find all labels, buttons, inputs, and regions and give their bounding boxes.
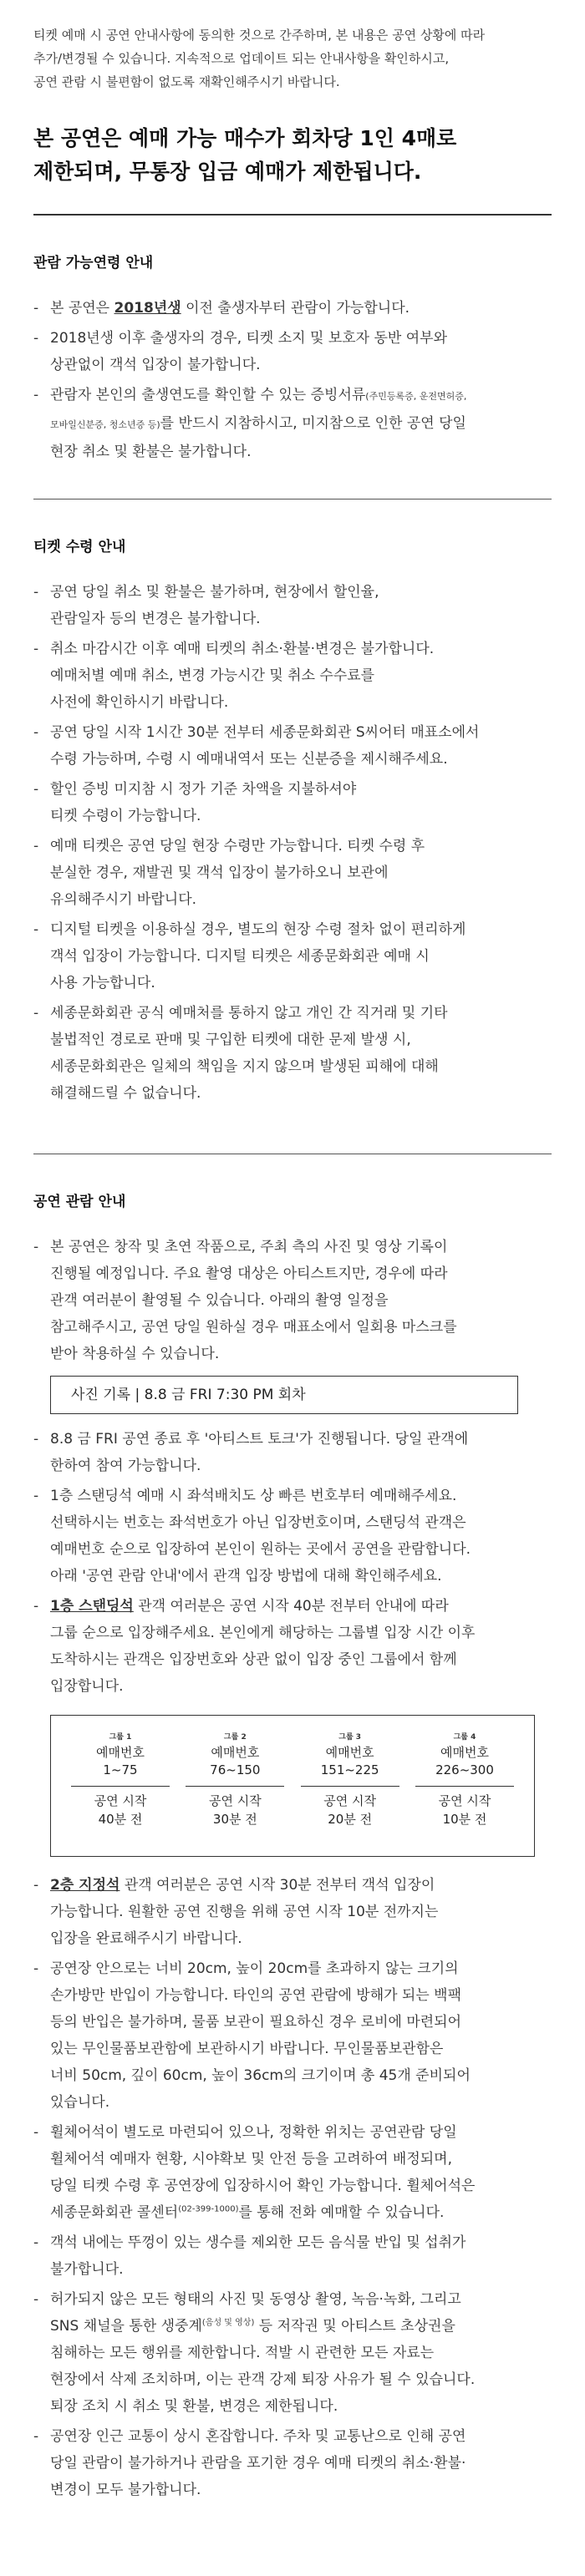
list-item: - 관람자 본인의 출생연도를 확인할 수 있는 증빙서류(주민등록증, 운전면허증, 모바일신분증, 청소년증 등)를 반드시 지참하시고, 미지참으로 인한 공연 당일 현장 취소 및 환불은 불가합니다. [33,382,552,465]
birth-year-highlight: 2018년생 [114,300,181,317]
list-item: - 8.8 금 FRI 공연 종료 후 '아티스트 토크'가 진행됩니다. 당일 관객에 한하여 참여 가능합니다. [33,1426,552,1479]
group-time: 20분 전 [328,1812,373,1827]
list-item: - 할인 증빙 미지참 시 정가 기준 차액을 지불하셔야 티켓 수령이 가능합니다. [33,776,552,829]
entry-group [71,1731,170,1828]
age-list [33,295,552,465]
divider [301,1786,399,1787]
headline-line: 본 공연은 예매 가능 매수가 회차당 1인 4매로 [33,126,457,150]
list-item: - 2018년생 이후 출생자의 경우, 티켓 소지 및 보호자 동반 여부와 상관없이 객석 입장이 불가합니다. [33,325,552,378]
group-label: 예매번호 [211,1745,260,1760]
list-item: - 공연 당일 취소 및 환불은 불가하며, 현장에서 할인율, 관람일자 등의 변경은 불가합니다. [33,579,552,632]
intro-line: 추가/변경될 수 있습니다. 지속적으로 업데이트 되는 안내사항을 확인하시고, [33,51,450,66]
viewing-list [33,1234,552,1367]
group-time: 40분 전 [98,1812,143,1827]
group-label: 예매번호 [96,1745,145,1760]
group-range: 76~150 [210,1762,261,1777]
list-item: - 세종문화회관 공식 예매처를 통하지 않고 개인 간 직거래 및 기타 불법적인 경로로 판매 및 구입한 티켓에 대한 문제 발생 시, 세종문화회관은 일체의 책임을 지지 않으며 발생된 피해에 대해 해결해드릴 수 없습니다. [33,1000,552,1107]
list-item: - 허가되지 않은 모든 형태의 사진 및 동영상 촬영, 녹음·녹화, 그리고 SNS 채널을 통한 생중계$^{(음성 및 영상)}$ 등 저작권 및 아티스트 초상권을 침해하는 모든 행위를 제한합니다. 적발 시 관련한 모든 자료는 현장에서 삭제 조치하며, 이는 관객 강제 퇴장 사유가 될 수 있습니다. 퇴장 조치 시 취소 및 환불, 변경은 제한됩니다. [33,2286,552,2420]
list-item: - 공연장 안으로는 너비 20cm, 높이 20cm를 초과하지 않는 크기의 손가방만 반입이 가능합니다. 타인의 공연 관람에 방해가 되는 백팩 등의 반입은 불가하며, 물품 보관이 필요하신 경우 로비에 마련되어 있는 무인물품보관함에 보관하시기 바랍니다. 무인물품보관함은 너비 50cm, 깊이 60cm, 높이 36cm의 크기이며 총 45개 준비되어 있습니다. [33,1955,552,2116]
list-item: - 예매 티켓은 공연 당일 현장 수령만 가능합니다. 티켓 수령 후 분실한 경우, 재발권 및 객석 입장이 불가하오니 보관에 유의해주시기 바랍니다. [33,833,552,913]
intro-line: 공연 관람 시 불편함이 없도록 재확인해주시기 바랍니다. [33,74,340,89]
group-range: 226~300 [435,1762,494,1777]
list-item: - 1층 스탠딩석 관객 여러분은 공연 시작 40분 전부터 안내에 따라 그룹 순으로 입장해주세요. 본인에게 해당하는 그룹별 입장 시간 이후 도착하시는 관객은 입장번호와 상관 없이 입장 중인 그룹에서 함께 입장합니다. [33,1593,552,1700]
ticket-list [33,579,552,1107]
headline [33,122,552,189]
group-number: 그룹 4 [453,1733,476,1742]
group-range: 1~75 [103,1762,138,1777]
list-item: - 객석 내에는 뚜껑이 있는 생수를 제외한 모든 음식물 반입 및 섭취가 불가합니다. [33,2229,552,2283]
call-center-number: (02-399-1000) [178,2204,239,2214]
viewing-list [33,1872,552,2503]
group-label: 예매번호 [440,1745,489,1760]
group-label: 예매번호 [325,1745,374,1760]
ticket-section [33,499,552,1154]
list-item: - 본 공연은 2018년생 이전 출생자부터 관람이 가능합니다. [33,295,552,322]
entry-group [415,1731,514,1828]
group-number: 그룹 1 [109,1733,132,1742]
list-item: - 본 공연은 창작 및 초연 작품으로, 주최 측의 사진 및 영상 기록이 진행될 예정입니다. 주요 촬영 대상은 아티스트지만, 경우에 따라 관객 여러분이 촬영될 수 있습니다. 아래의 촬영 일정을 참고해주시고, 공연 당일 원하실 경우 매표소에서 일회용 마스크를 받아 착용하실 수 있습니다. [33,1234,552,1367]
section-title: 티켓 수령 안내 [33,539,126,555]
section-title: 관람 가능연령 안내 [33,255,154,271]
divider [71,1786,170,1787]
age-section [33,216,552,499]
entry-group [186,1731,284,1828]
entry-group [301,1731,399,1828]
group-time: 공연 시작 [323,1793,377,1808]
viewing-section [33,1154,552,2532]
group-number: 그룹 2 [223,1733,247,1742]
list-item: - 1층 스탠딩석 예매 시 좌석배치도 상 빠른 번호부터 예매해주세요. 선택하시는 번호는 좌석번호가 아닌 입장번호이며, 스탠딩석 관객은 예매번호 순으로 입장하여 본인이 원하는 곳에서 공연을 관람합니다. 아래 '공연 관람 안내'에서 관객 입장 방법에 대해 확인해주세요. [33,1483,552,1590]
headline-line: 제한되며, 무통장 입금 예매가 제한됩니다. [33,160,422,184]
photo-schedule-box: 사진 기록 | 8.8 금 FRI 7:30 PM 회차 [50,1376,518,1414]
group-time: 공연 시작 [208,1793,262,1808]
viewing-list [33,1426,552,1700]
list-item: - 휠체어석이 별도로 마련되어 있으나, 정확한 위치는 공연관람 당일 휠체어석 예매자 현황, 시야확보 및 안전 등을 고려하여 배정되며, 당일 티켓 수령 후 공연장에 입장하시어 확인 가능합니다. 휠체어석은 세종문화회관 콜센터$^{(02-399-1000)}$를 통해 전화 예매할 수 있습니다. [33,2119,552,2226]
intro-notice [33,0,552,94]
list-item: - 공연 당일 시작 1시간 30분 전부터 세종문화회관 S씨어터 매표소에서 수령 가능하며, 수령 시 예매내역서 또는 신분증을 제시해주세요. [33,719,552,773]
intro-line: 티켓 예매 시 공연 안내사항에 동의한 것으로 간주하며, 본 내용은 공연 상황에 따라 [33,28,486,43]
group-number: 그룹 3 [338,1733,362,1742]
group-time: 30분 전 [212,1812,257,1827]
group-range: 151~225 [320,1762,379,1777]
group-time: 공연 시작 [438,1793,491,1808]
list-item: - 취소 마감시간 이후 예매 티켓의 취소·환불·변경은 불가합니다. 예매처별 예매 취소, 변경 가능시간 및 취소 수수료를 사전에 확인하시기 바랍니다. [33,636,552,716]
group-time: 공연 시작 [94,1793,147,1808]
divider [186,1786,284,1787]
reserved-seat-highlight: 2층 지정석 [50,1877,120,1894]
entry-group-table [50,1715,535,1857]
group-time: 10분 전 [442,1812,487,1827]
section-title: 공연 관람 안내 [33,1194,126,1210]
divider [415,1786,514,1787]
standing-highlight: 1층 스탠딩석 [50,1598,134,1615]
list-item: - 2층 지정석 관객 여러분은 공연 시작 30분 전부터 객석 입장이 가능합니다. 원활한 공연 진행을 위해 공연 시작 10분 전까지는 입장을 완료해주시기 바랍니다. [33,1872,552,1952]
list-item: - 공연장 인근 교통이 상시 혼잡합니다. 주차 및 교통난으로 인해 공연 당일 관람이 불가하거나 관람을 포기한 경우 예매 티켓의 취소·환불· 변경이 모두 불가합니다. [33,2423,552,2503]
list-item: - 디지털 티켓을 이용하실 경우, 별도의 현장 수령 절차 없이 편리하게 객석 입장이 가능합니다. 디지털 티켓은 세종문화회관 예매 시 사용 가능합니다. [33,916,552,996]
